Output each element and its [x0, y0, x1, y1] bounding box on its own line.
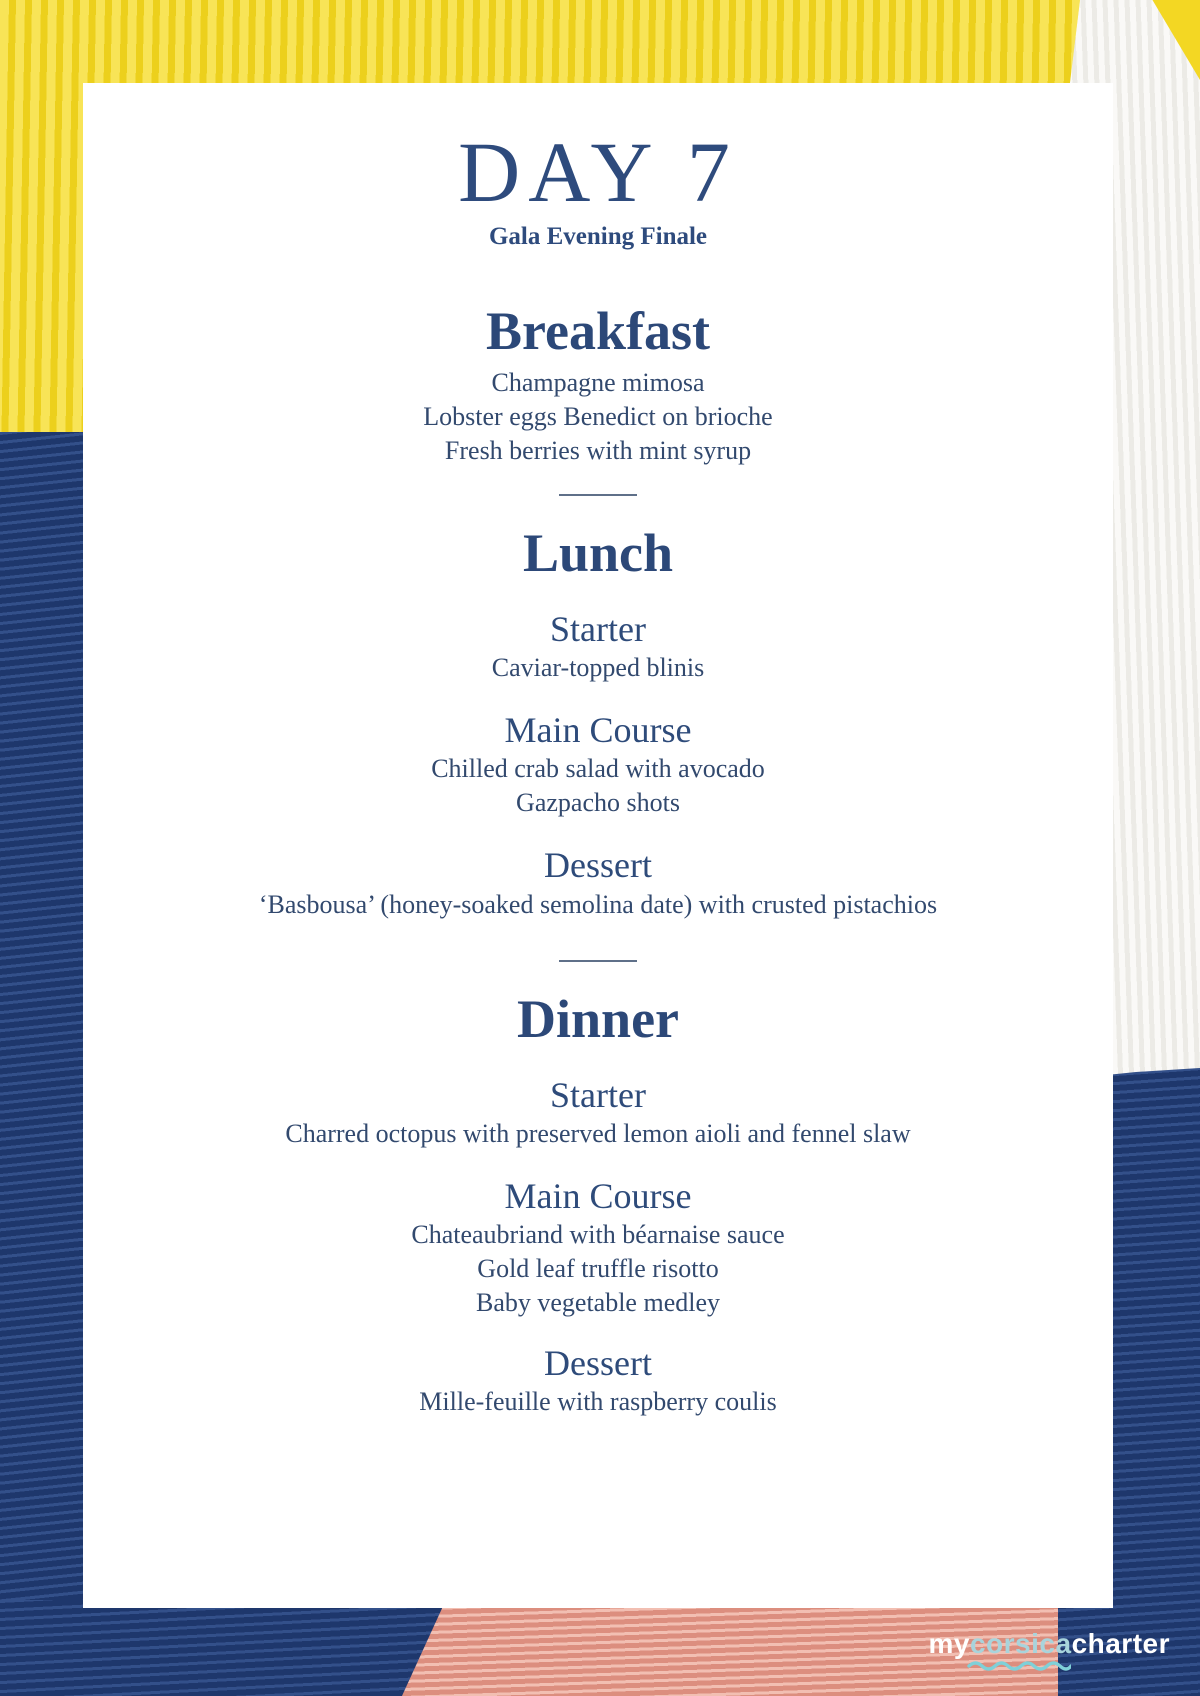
menu-item: Caviar-topped blinis — [491, 653, 705, 683]
menu-item: Mille-feuille with raspberry coulis — [419, 1387, 777, 1417]
menu-item: Champagne mimosa — [491, 367, 705, 397]
section-divider — [559, 494, 637, 496]
menu-item: Lobster eggs Benedict on brioche — [423, 401, 773, 431]
lunch-title: Lunch — [522, 522, 674, 583]
dinner-starter-group — [83, 1074, 1113, 1151]
day-title: DAY 7 — [458, 124, 738, 220]
menu-subtitle: Gala Evening Finale — [488, 222, 708, 250]
course-heading: Dessert — [544, 1343, 652, 1384]
menu-item: Chateaubriand with béarnaise sauce — [411, 1220, 785, 1250]
logo-word-my: my — [928, 1628, 970, 1659]
background-navy-left-paint — [0, 432, 88, 1696]
menu-card — [83, 83, 1113, 1608]
breakfast-items — [83, 366, 1113, 468]
menu-item: Charred octopus with preserved lemon aioli and fennel slaw — [285, 1118, 911, 1148]
lunch-main-course-group — [83, 709, 1113, 820]
menu-item: ‘Basbousa’ (honey-soaked semolina date) with crusted pistachios — [258, 889, 938, 919]
menu-item: Gold leaf truffle risotto — [477, 1254, 719, 1284]
dinner-main-course-group — [83, 1175, 1113, 1320]
dinner-title: Dinner — [517, 988, 679, 1049]
lunch-starter-group — [83, 608, 1113, 685]
dinner-dessert-group — [83, 1342, 1113, 1419]
section-divider — [559, 960, 637, 962]
menu-item: Baby vegetable medley — [475, 1288, 721, 1318]
logo-word-charter: charter — [1071, 1628, 1170, 1659]
menu-item: Fresh berries with mint syrup — [444, 435, 752, 465]
menu-item: Chilled crab salad with avocado — [431, 754, 765, 784]
lunch-section — [83, 522, 1113, 922]
course-heading: Main Course — [504, 710, 692, 751]
course-heading: Main Course — [504, 1175, 692, 1216]
menu-item: Gazpacho shots — [516, 788, 680, 818]
breakfast-section — [83, 300, 1113, 468]
course-heading: Starter — [550, 609, 646, 650]
breakfast-title: Breakfast — [486, 300, 710, 361]
dinner-section — [83, 988, 1113, 1420]
logo-wave-icon — [967, 1658, 1071, 1672]
course-heading: Dessert — [544, 845, 652, 886]
brand-logo — [929, 1628, 1170, 1660]
lunch-dessert-group — [83, 844, 1113, 921]
menu-content — [83, 83, 1113, 1419]
course-heading: Starter — [550, 1074, 646, 1115]
logo-word-corsica: corsica — [969, 1628, 1072, 1659]
